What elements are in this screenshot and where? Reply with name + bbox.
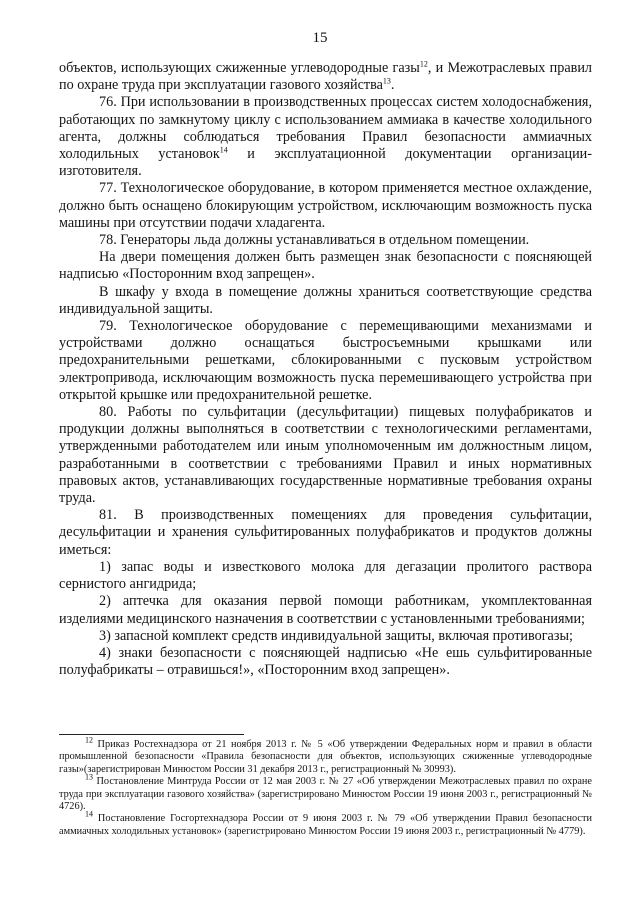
footnote-text: Постановление Минтруда России от 12 мая 2003 г. № 27 «Об утверждении Межотраслевых правил по охране труда при эксплуатации газового хозяйства» (зарегистрировано Минюстом России 19 июня 2003 г., регистрационный № 4726).	[59, 776, 592, 813]
footnote-number: 14	[85, 810, 93, 820]
paragraph-text: 76. При использовании в производственных процессах систем холодоснабжения, работающих по замкнутому циклу с использованием аммиака в качестве холодильного агента, должны соблюдаться требования Правил безопасности аммиачных холодильных установок	[59, 94, 592, 163]
footnote-13	[59, 772, 592, 813]
footnote-ref[interactable]: 13	[382, 76, 391, 86]
paragraph-text: , и Межотраслевых правил по охране труда при эксплуатации газового хозяйства	[59, 60, 593, 94]
paragraph-78-door-sign: На двери помещения должен быть размещен знак безопасности с поясняющей надписью «Посторонним вход запрещен».	[59, 249, 592, 283]
paragraph-text: .	[390, 77, 395, 94]
list-item-4: 4) знаки безопасности с поясняющей надписью «Не ешь сульфитированные полуфабрикаты – отравишься!», «Посторонним вход запрещен».	[59, 644, 592, 679]
footnote-12	[59, 735, 592, 776]
paragraph-78: 78. Генераторы льда должны устанавливаться в отдельном помещении.	[99, 232, 530, 249]
paragraph-76	[59, 94, 592, 180]
paragraph-text: и эксплуатационной документации организации-изготовителя.	[59, 146, 592, 180]
paragraph-81: 81. В производственных помещениях для проведения сульфитации, десульфитации и хранения сульфитированных полуфабрикатов и продуктов должны иметься:	[59, 507, 592, 558]
paragraph-continuation	[59, 60, 592, 94]
list-item-3: 3) запасной комплект средств индивидуальной защиты, включая противогазы;	[99, 627, 573, 644]
list-item-2: 2) аптечка для оказания первой помощи работникам, укомплектованная изделиями медицинского назначения в соответствии с установленными требованиями;	[59, 593, 592, 627]
footnote-text: Приказ Ростехнадзора от 21 ноября 2013 г. № 5 «Об утверждении Федеральных норм и правил в области промышленной безопасности «Правила безопасности для объектов, использующих сжиженные углеводородные газы»(зарегистрирован Минюстом России 31 декабря 2013 г., регистрационный № 30993).	[59, 739, 592, 775]
footnote-ref[interactable]: 12	[419, 59, 428, 69]
list-item-1: 1) запас воды и известкового молока для дегазации пролитого раствора сернистого ангидрида;	[59, 558, 592, 593]
footnote-number: 12	[85, 735, 93, 745]
footnote-number: 13	[85, 772, 93, 782]
paragraph-text: объектов, использующих сжиженные углеводородные газы	[59, 60, 420, 76]
footnotes	[59, 735, 592, 838]
paragraph-79: 79. Технологическое оборудование с перемещивающими механизмами и устройствами должно оснащаться быстросъемными крышками или предохранительными решетками, сблокированными с пусковым устройством электропривода, исключающим возможность пуска перемешивающего устройства при открытой крышке или предохранительной решетке.	[59, 318, 592, 403]
paragraph-80: 80. Работы по сульфитации (десульфитации) пищевых полуфабрикатов и продукции должны выполняться в соответствии с технологическими регламентами, утвержденными работодателем или иным уполномоченным им должностным лицом, разработанными в соответствии с требованиями Правил и иных нормативных правовых актов, устанавливающих государственные нормативные требования охраны труда.	[59, 404, 592, 507]
footnote-14	[59, 810, 592, 838]
paragraph-78-cabinet: В шкафу у входа в помещение должны храниться соответствующие средства индивидуальной защиты.	[59, 283, 592, 317]
page-number: 15	[312, 30, 328, 46]
paragraph-77: 77. Технологическое оборудование, в котором применяется местное охлаждение, должно быть оснащено блокирующим устройством, исключающим возможность пуска машины при отсутствии подачи хладагента.	[59, 180, 592, 231]
document-body	[59, 60, 592, 679]
footnote-ref[interactable]: 14	[219, 145, 228, 155]
footnote-text: Постановление Госгортехнадзора России от 9 июня 2003 г. № 79 «Об утверждении Правил безопасности аммиачных холодильных установок» (зарегистрировано Минюстом России 19 июня 2003 г., регистрационный № 4779).	[59, 813, 592, 837]
